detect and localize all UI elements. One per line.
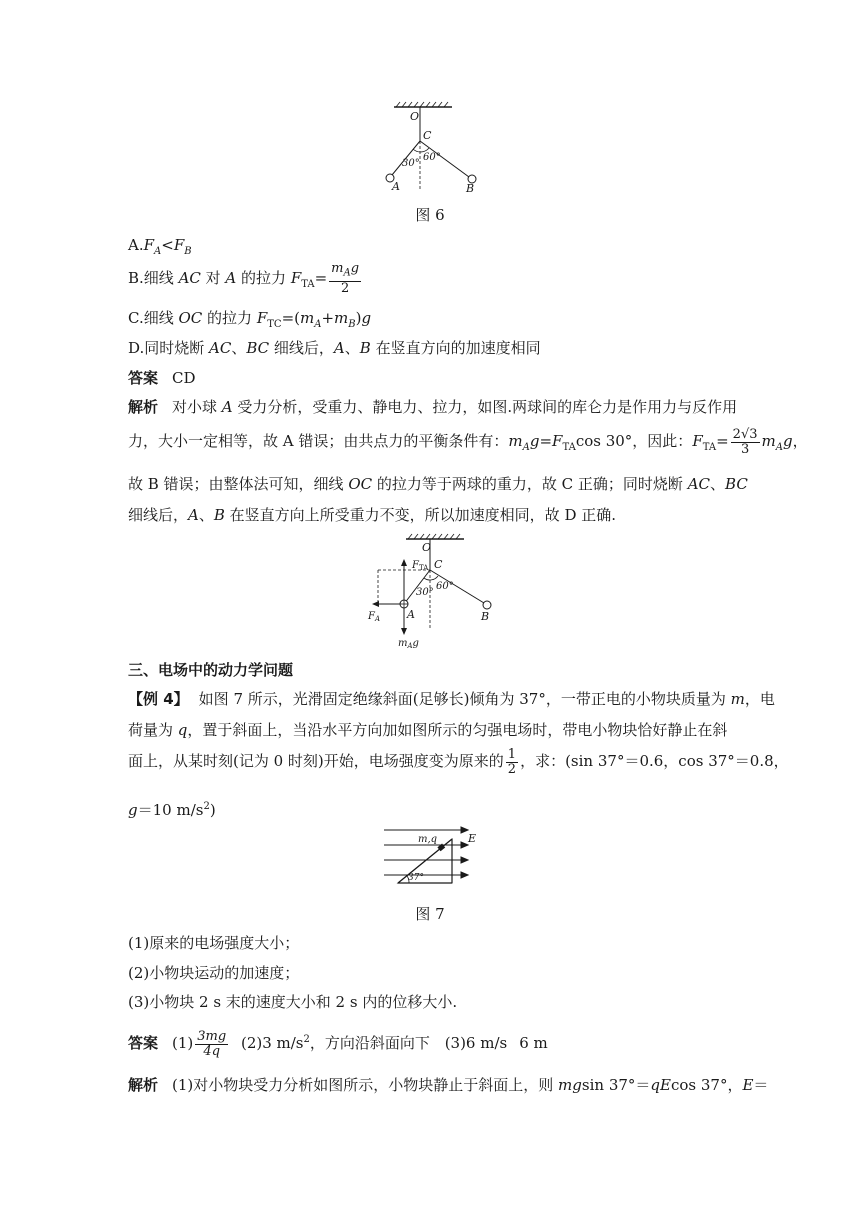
force-diagram xyxy=(366,533,506,649)
fig6-label-c: C xyxy=(423,129,432,142)
option-c: C.细线 OC 的拉力 $F_{TC}=(m_A+m_B)g$ xyxy=(128,309,372,330)
example4-line-4: g＝10 $m/s^2$) xyxy=(128,801,216,819)
question-1: (1)原来的电场强度大小； xyxy=(128,934,300,952)
force-label-o: O xyxy=(422,541,432,554)
force-label-fa: $F_A$ xyxy=(368,611,381,623)
option-a: $A.F_A<F_B$ xyxy=(128,236,192,257)
fig6-angle-30: 30° xyxy=(402,158,420,169)
example4-line-1: 【例 4】 如图 7 所示，光滑固定绝缘斜面(足够长)倾角为 37°，一带正电的小物块质量为 m，电 xyxy=(128,690,775,708)
fig6-label-a: A xyxy=(392,180,400,193)
section-title: 三、电场中的动力学问题 xyxy=(128,661,294,679)
analysis-1-line-4: 细线后，A、B 在竖直方向上所受重力不变，所以加速度相同，故 D 正确. xyxy=(128,506,617,524)
fig7-angle-37: 37° xyxy=(408,873,424,883)
answer-2: 答案 (1) $\frac{3mg}{4q}$ (2)3 $m/s^2$，方向沿斜面向下 (3)6 m/s 6 m xyxy=(128,1028,548,1059)
analysis-1-line-1: 解析 对小球 A 受力分析，受重力、静电力、拉力，如图.两球间的库仑力是作用力与反作用 xyxy=(128,398,738,416)
question-3: (3)小物块 2 s 末的速度大小和 2 s 内的位移大小. xyxy=(128,993,458,1011)
figure-6-caption: 图 6 xyxy=(415,206,445,224)
force-label-fta: $F_{TA}$ xyxy=(412,560,429,572)
answer-1: 答案 CD xyxy=(128,369,196,387)
fig7-label-mq: m,q xyxy=(418,834,438,845)
figure-6 xyxy=(380,98,490,194)
force-label-c: C xyxy=(434,558,443,571)
example4-line-2: 荷量为 q，置于斜面上，当沿水平方向加如图所示的匀强电场时，带电小物块恰好静止在斜 xyxy=(128,721,728,739)
figure-7 xyxy=(382,822,482,892)
fig6-angle-60: 60° xyxy=(423,152,441,163)
question-2: (2)小物块运动的加速度； xyxy=(128,964,300,982)
fig6-label-o: O xyxy=(410,110,420,123)
option-d: D.同时烧断 AC、BC 细线后，A、B 在竖直方向的加速度相同 xyxy=(128,339,541,357)
analysis-1-line-3: 故 B 错误；由整体法可知，细线 OC 的拉力等于两球的重力，故 C 正确；同时烧断 AC、BC xyxy=(128,475,748,493)
force-label-a: A xyxy=(407,608,415,621)
analysis-2-line-1: 解析 (1)对小物块受力分析如图所示，小物块静止于斜面上，则 mgsin 37°＝qEcos 37°，E＝ xyxy=(128,1076,769,1094)
fig6-label-b: B xyxy=(466,182,475,194)
option-b: B.细线 AC 对 A 的拉力 $F_{TA}=$ $\frac{m_Ag}{2}$ xyxy=(128,261,360,296)
force-label-b: B xyxy=(481,610,490,623)
force-angle-30: 30° xyxy=(416,587,434,598)
force-angle-60: 60° xyxy=(436,581,454,592)
force-label-mag: $m_Ag$ xyxy=(398,638,419,649)
figure-7-caption: 图 7 xyxy=(415,905,445,923)
analysis-1-line-2: 力，大小一定相等，故 A 错误；由共点力的平衡条件有：$m_Ag=F_{TA}\cos$ 30°，因此：$F_{TA}=$ $\frac{2√3}{3}$ $m_Ag$， xyxy=(128,426,808,457)
example4-line-3: 面上，从某时刻(记为 0 时刻)开始，电场强度变为原来的 $\frac{1}{2}$ ，求：(sin 37°＝0.6，cos 37°＝0.8， xyxy=(128,746,789,777)
fig7-label-e: E xyxy=(468,832,477,845)
